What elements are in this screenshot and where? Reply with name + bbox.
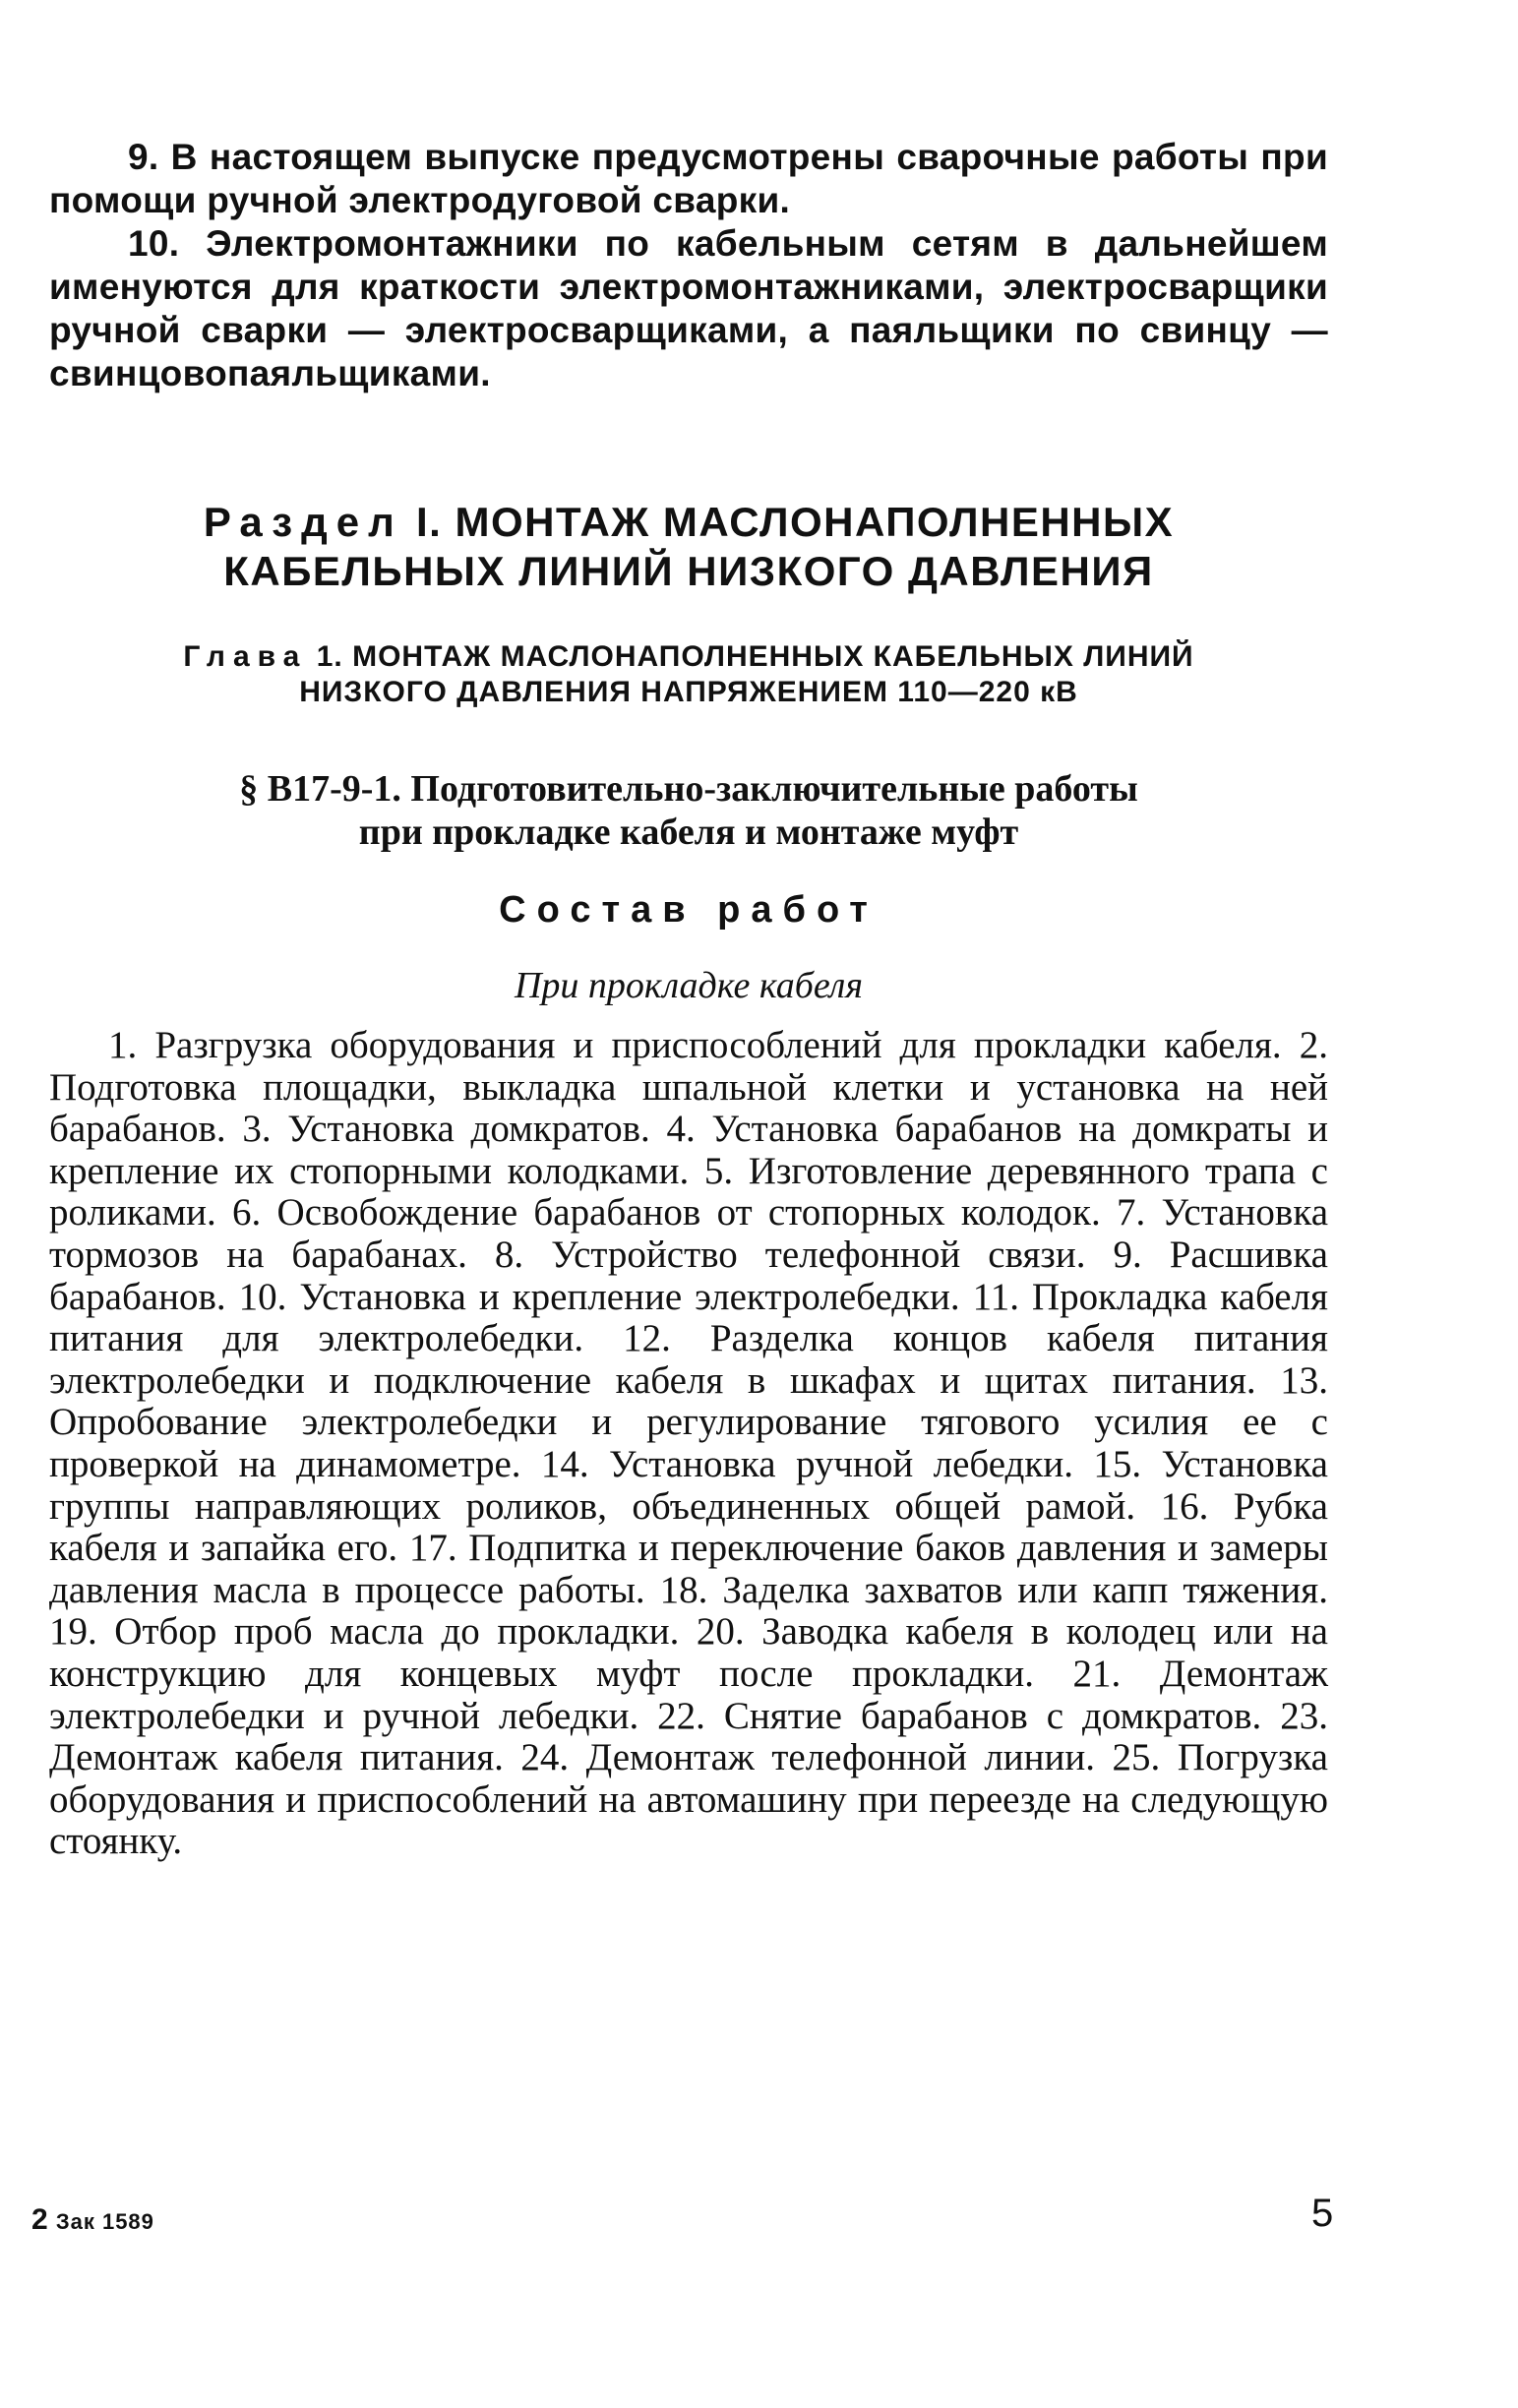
subheading: При прокладке кабеля [514,965,864,1006]
paragraph-title [49,767,1328,854]
footer-print-mark [31,2203,154,2237]
chapter-prefix: Глава [183,640,308,673]
work-list-text: 1. Разгрузка оборудования и приспособлений для прокладки кабеля. 2. Подготовка площадки, выкладка шпальной клетки и установка на ней барабанов. 3. Установка домкратов. 4. Установка барабанов на домкраты и крепление их стопорными колодками. 5. Изготовление деревянного трапа с роликами. 6. Освобождение барабанов от стопорных колодок. 7. Установка тормозов на барабанах. 8. Устройство телефонной связи. 9. Расшивка барабанов. 10. Установка и крепление электролебедки. 11. Прокладка кабеля питания для электролебедки. 12. Разделка концов кабеля питания электролебедки и подключение кабеля в шкафах и щитах питания. 13. Опробование электролебедки и регулирование тягового усилия ее с проверкой на динамометре. 14. Установка ручной лебедки. 15. Установка группы направляющих роликов, объединенных общей рамой. 16. Рубка кабеля и запайка его. 17. Подпитка и переключение баков давления и замеры давления масла в процессе работы. 18. Заделка захватов или капп тяжения. 19. Отбор проб масла до прокладки. 20. Заводка кабеля в колодец или на конструкцию для концевых муфт после прокладки. 21. Демонтаж электролебедки и ручной лебедки. 22. Снятие барабанов с домкратов. 23. Демонтаж кабеля питания. 24. Демонтаж телефонной линии. 25. Погрузка оборудования и приспособлений на автомашину при переезде на следующую стоянку. [49,1024,1328,1863]
paragraph-title-line2: при прокладке кабеля и монтаже муфт [358,812,1019,853]
section-title-line2: КАБЕЛЬНЫХ ЛИНИЙ НИЗКОГО ДАВЛЕНИЯ [223,548,1154,594]
composition-heading: Состав работ [499,889,879,931]
paragraph-title-line1: § В17-9-1. Подготовительно-заключительные работы [239,768,1138,810]
section-prefix: Раздел [203,499,403,545]
page-content [49,136,1328,1901]
section-title [49,498,1328,596]
footer-order-number: Зак 1589 [55,2209,154,2234]
page-number: 5 [1311,2192,1334,2235]
footer-sheet-number: 2 [31,2203,49,2236]
intro-item-9: 9. В настоящем выпуске предусмотрены сварочные работы при помощи ручной электродуговой сварки. [49,137,1328,220]
chapter-number-title: 1. МОНТАЖ МАСЛОНАПОЛНЕННЫХ КАБЕЛЬНЫХ ЛИНИЙ [316,640,1194,673]
chapter-title [49,639,1328,710]
intro-item-10: 10. Электромонтажники по кабельным сетям в дальнейшем именуются для краткости электромонтажниками, электросварщики ручной сварки — электросварщиками, а паяльщики по свинцу — свинцовопаяльщиками. [49,223,1328,393]
section-number-title: I. МОНТАЖ МАСЛОНАПОЛНЕННЫХ [415,499,1175,545]
chapter-title-line2: НИЗКОГО ДАВЛЕНИЯ НАПРЯЖЕНИЕМ 110—220 кВ [299,676,1078,708]
